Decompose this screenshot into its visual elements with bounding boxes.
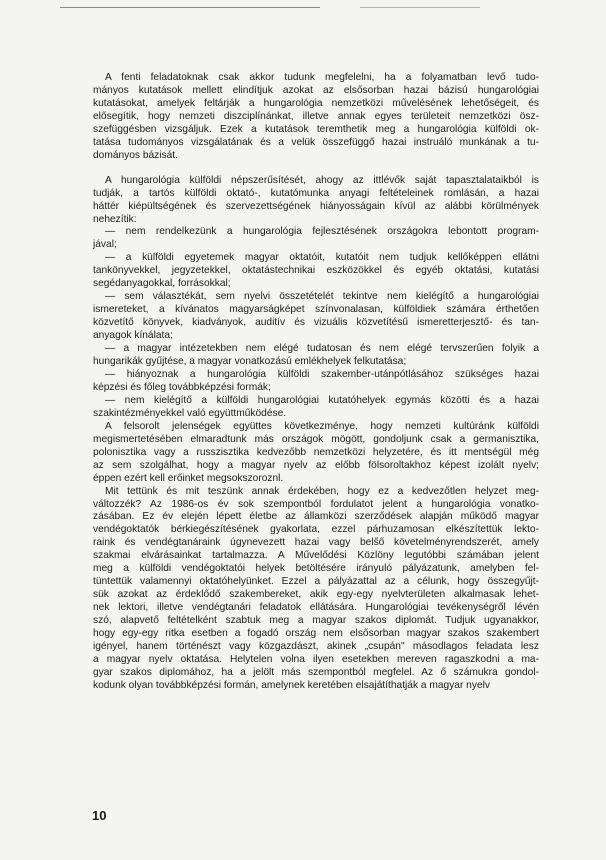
text-line: — a magyar intézetekben nem elégé tudatosan és nem elégé tervszerűen folyik a xyxy=(105,343,539,355)
top-rule-faint xyxy=(360,7,480,8)
text-line: vendégoktatók bérkiegészítésének gyakorlata, ezzel párhuzamosan elkészítettük lekto- xyxy=(93,524,539,536)
text-line: háttér kiépültségének és szervezettségének hiányosságain kívül az alábbi körülmények xyxy=(93,200,539,212)
paragraph xyxy=(93,226,539,252)
paragraph xyxy=(93,395,539,421)
top-rule xyxy=(60,7,320,8)
text-line: tatása tudományos vizsgálatának és a velük összefüggő hazai instruáló munkának a tu- xyxy=(93,136,539,148)
text-line: megismertetésében elmaradtunk más országok mögött, gondoljunk csak a germanisztika, xyxy=(93,433,539,445)
text-line: szó, alapvető feltételként szabtuk meg a magyar szakos diplomát. Tudjuk ugyanakkor, xyxy=(93,615,539,627)
text-line: segédanyagokkal, forrásokkal; xyxy=(93,278,231,290)
paragraph xyxy=(93,343,539,369)
text-line: — nem rendelkezünk a hungarológia fejlesztésének országokra lebontott program- xyxy=(105,226,539,238)
text-line: képzési és főleg továbbképzési formák; xyxy=(93,381,271,393)
text-line: elősegítik, hogy nemzeti diszciplínánkat, illetve annak egyes területeit nemzetközi ösz- xyxy=(93,110,539,122)
text-line: tudják, a tartós külföldi oktató-, kutatómunka anyagi feltételeinek romlásán, a hazai xyxy=(93,187,539,199)
page-number: 10 xyxy=(92,808,107,823)
text-line: dományos bázisát. xyxy=(93,149,178,161)
text-line: zásában. Ez év elején lépett életbe az államközi szerződések alapján működő magyar xyxy=(93,511,539,523)
paragraph xyxy=(93,175,539,227)
text-line: Mit tettünk és mit teszünk annak érdekében, hogy ez a kedvezőtlen helyzet meg- xyxy=(105,485,539,497)
paragraph xyxy=(93,72,539,163)
text-line: kodunk olyan továbbképzési formán, amelynek keretében elsajátíthatják a magyar nyelv xyxy=(93,679,490,691)
text-line: meg a külföldi vendégoktatói helyek betöltésére irányuló pályázatunk, amelyben fel- xyxy=(93,563,539,575)
text-line: igényel, hanem történészt vagy közgazdászt, akinek „csupán" másodlagos feladata lesz xyxy=(93,640,539,652)
text-line: raink és vendégtanáraink úgynevezett hazai vagy bels̋ő követelményrendszerét, amely xyxy=(93,537,539,549)
text-line: éppen ezért kell erőinket megsokszoroznl. xyxy=(93,472,284,484)
text-line: ismereteket, a kívánatos magyarságképet színvonalasan, külföldiek számára érthetően xyxy=(93,304,539,316)
text-line: jával; xyxy=(93,239,117,251)
paragraph xyxy=(93,421,539,486)
body-text xyxy=(93,72,539,693)
text-line: kutatásokat, amelyek feltárják a hungarológia nemzetközi művelésének lehetőségeit, és xyxy=(93,97,539,109)
text-line: — a külföldi egyetemek magyar oktatóit, kutatóit nem tudjuk kellőképpen ellátni xyxy=(105,252,539,264)
text-line: A felsorolt jelenségek együttes következménye, hogy nemzeti kultúránk külföldi xyxy=(105,420,539,432)
text-line: nek lektori, illetve vendégtanári feladatok ellátására. Hungarológiai tevékenységről lévén xyxy=(93,602,539,614)
text-line: — sem választékát, sem nyelvi összetételét tekintve nem kielégítő a hungarológiai xyxy=(105,291,539,303)
text-line: A hungarológia külföldi népszerűsítését, ahogy az ittlévők saját tapasztalataikból is xyxy=(105,174,539,186)
text-line: — hiányoznak a hungarológia külföldi szakember-utánpótlásához szükséges hazai xyxy=(105,368,539,380)
text-line: A fenti feladatoknak csak akkor tudunk megfelelni, ha a folyamatban levő tudo- xyxy=(105,72,539,83)
text-line: — nem kielégítő a külföldi hungarológiai kutatóhelyek egymás közötti és a hazai xyxy=(105,394,539,406)
text-line: változzék? Az 1986-os év sok szempontból fordulatot jelent a hungarológia vonatko- xyxy=(93,498,539,510)
text-line: sük azokat az érdeklődő szakembereket, akik egy-egy nyelvterületen alkalmasak lehet- xyxy=(93,589,539,601)
text-line: közvetítő könyvek, kiadványok, auditív és vizuális közvetítésű ismeretterjesztő- és tan- xyxy=(93,317,539,329)
text-line: a magyar nyelv oktatása. Helytelen volna ilyen esetekben mereven ragaszkodni a ma- xyxy=(93,653,539,665)
text-line: tankönyvekkel, jegyzetekkel, oktatástechnikai eszközökkel és egyéb oktatási, kutatási xyxy=(93,265,539,277)
text-line: szakmai elvárásainkat tartalmazza. A Művelődési Közlöny legutóbbi számában jelent xyxy=(93,550,539,562)
text-line: polonisztika vagy a russzisztika kedvezőbb nemzetközi helyzetére, és itt mentségül még xyxy=(93,446,539,458)
text-line: gyar szakos diplomához, ha a jelölt más szempontból megfelel. Az ő számukra gondol- xyxy=(93,666,539,678)
text-line: hogy egy-egy ritka esetben a fogadó ország nem elsősorban magyar szakos szakembert xyxy=(93,628,539,640)
paragraph xyxy=(93,252,539,291)
text-line: szefüggésben vizsgáljuk. Ezek a kutatások teremthetik meg a hungarológia külföldi ok- xyxy=(93,123,539,135)
text-line: az sem szolgálhat, hogy a magyar nyelv az előbb fölsoroltakhoz képest izolált nyelv; xyxy=(93,459,539,471)
text-line: nehezítik: xyxy=(93,213,137,225)
text-line: anyagok kínálata; xyxy=(93,330,173,342)
text-line: szakintézményekkel való együttműködése. xyxy=(93,407,287,419)
text-line: hungarikák gyűjtése, a magyar vonatkozású emlékhelyek felkutatása; xyxy=(93,356,407,368)
paragraph xyxy=(93,369,539,395)
paragraph xyxy=(93,486,539,693)
text-line: mányos kutatások mellett elindítjuk azokat az elsősorban hazai bázisú hungarológiai xyxy=(93,84,539,96)
text-line: tüntettük valamennyi oktatóhelyünket. Ezzel a pályázattal az a célunk, hogy összegyűjt- xyxy=(93,576,539,588)
paragraph xyxy=(93,291,539,343)
